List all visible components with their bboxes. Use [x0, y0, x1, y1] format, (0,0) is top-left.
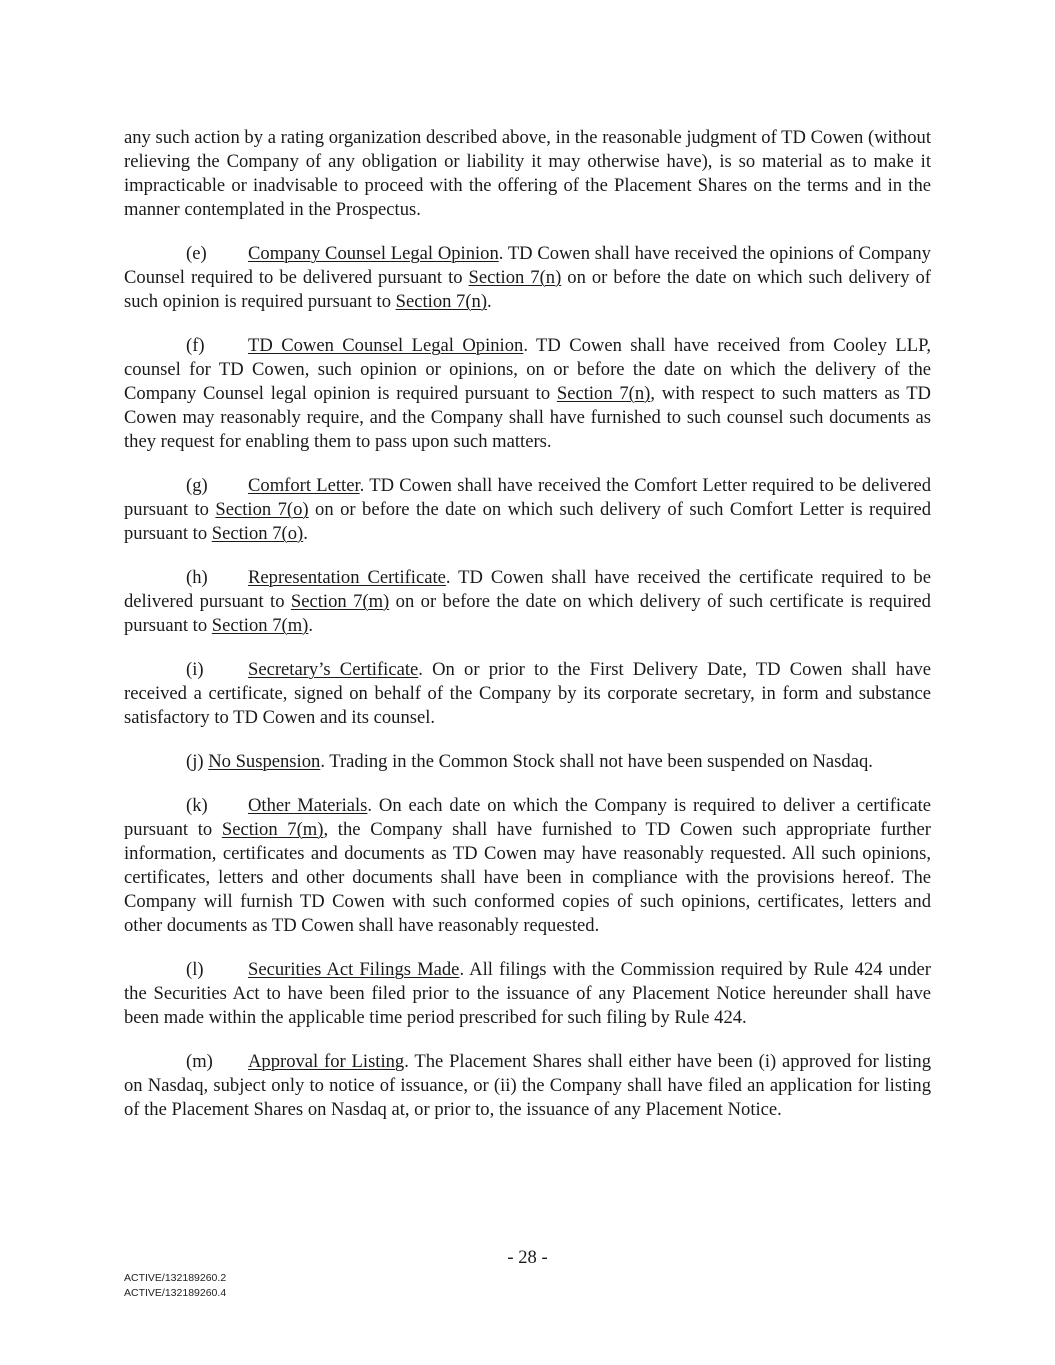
section-reference: Section 7(n) — [395, 291, 488, 312]
clause-label: (i) — [186, 659, 204, 680]
paragraph-l — [124, 958, 931, 1030]
clause-text: . The Placement Shares shall either have been (i) approved for listing on Nasdaq, subject only to notice of issuance, or (ii) the Company shall have filed an application for listing of the Placement Shares on Nasdaq at, or prior to, the issuance of any Placement Notice. — [124, 1051, 932, 1120]
section-reference: Section 7(m) — [290, 591, 390, 612]
section-reference: Section 7(m) — [211, 615, 309, 636]
clause-text: . Trading in the Common Stock shall not have been suspended on Nasdaq. — [320, 751, 873, 772]
clause-label: (k) — [186, 795, 208, 816]
clause-heading: Company Counsel Legal Opinion — [248, 243, 499, 264]
clause-text: . TD Cowen shall have received from Cooley LLP, counsel for TD Cowen, such opinion or opinions, on or before the date on which the delivery of the Company Counsel legal opinion is required pursuant to — [124, 335, 932, 404]
clause-label: (h) — [186, 567, 208, 588]
page-number: - 28 - — [507, 1247, 548, 1268]
clause-text: . — [487, 291, 492, 312]
clause-label: (e) — [186, 243, 207, 264]
clause-text: . TD Cowen shall have received the certificate required to be delivered pursuant to — [124, 567, 931, 612]
clause-text: . All filings with the Commission required by Rule 424 under the Securities Act to have been filed prior to the issuance of any Placement Notice hereunder shall have been made within the applicable time period prescribed for such filing by Rule 424. — [124, 959, 931, 1028]
section-reference: Section 7(o) — [215, 499, 309, 520]
clause-heading: No Suspension — [208, 751, 321, 772]
clause-text: . TD Cowen shall have received the Comfort Letter required to be delivered pursuant to — [124, 475, 931, 520]
paragraph-e — [124, 242, 931, 314]
section-reference: Section 7(o) — [211, 523, 304, 544]
clause-heading: Securities Act Filings Made — [248, 959, 460, 980]
paragraph-i — [124, 658, 931, 730]
document-identifiers — [124, 1271, 226, 1301]
clause-text: . — [308, 615, 314, 636]
clause-heading: Approval for Listing — [248, 1051, 405, 1072]
paragraph-k — [124, 794, 931, 938]
clause-text: . On each date on which the Company is required to deliver a certificate pursuant to — [124, 795, 931, 840]
doc-id: ACTIVE/132189260.4 — [124, 1287, 227, 1299]
intro-text: any such action by a rating organization described above, in the reasonable judgment of TD Cowen (without relieving the Company of any obligation or liability it may otherwise have), is so material as to make it impracticable or inadvisable to proceed with the offering of the Placement Shares on the terms and in the manner contemplated in the Prospectus. — [124, 127, 931, 220]
clause-heading: Other Materials — [248, 795, 368, 816]
clause-text: . TD Cowen shall have received the opinions of Company Counsel required to be delivered pursuant to — [124, 243, 931, 288]
section-reference: Section 7(n) — [468, 267, 562, 288]
clause-text: , with respect to such matters as TD Cowen may reasonably require, and the Company shall have furnished to such counsel such documents as they request for enabling them to pass upon such matters. — [124, 383, 931, 452]
clause-label: (m) — [186, 1051, 213, 1072]
paragraph-m — [124, 1050, 931, 1122]
clause-text: on or before the date on which such delivery of such Comfort Letter is required pursuant to — [124, 499, 931, 544]
paragraph-h — [124, 566, 931, 638]
clause-label: (j) — [186, 751, 204, 772]
clause-label: (g) — [186, 475, 208, 496]
section-reference: Section 7(m) — [221, 819, 324, 840]
clause-text: . — [303, 523, 308, 544]
clause-text: . On or prior to the First Delivery Date, TD Cowen shall have received a certificate, signed on behalf of the Company by its corporate secretary, in form and substance satisfactory to TD Cowen and its counsel. — [124, 659, 931, 728]
doc-id: ACTIVE/132189260.2 — [124, 1272, 227, 1284]
paragraph-intro — [124, 126, 931, 222]
clause-heading: Representation Certificate — [248, 567, 446, 588]
clause-heading: Comfort Letter — [248, 475, 360, 496]
clause-heading: TD Cowen Counsel Legal Opinion — [248, 335, 524, 356]
paragraph-f — [124, 334, 931, 454]
document-body — [124, 126, 931, 1142]
paragraph-j — [124, 750, 931, 774]
clause-text: on or before the date on which such delivery of such opinion is required pursuant to — [124, 267, 931, 312]
clause-text: , the Company shall have furnished to TD Cowen such appropriate further information, certificates and documents as TD Cowen may have reasonably requested. All such opinions, certificates, letters and other documents shall have been in compliance with the provisions hereof. The Company will furnish TD Cowen with such conformed copies of such opinions, certificates, letters and other documents as TD Cowen shall have reasonably requested. — [124, 819, 931, 936]
paragraph-g — [124, 474, 931, 546]
section-reference: Section 7(n) — [556, 383, 651, 404]
clause-label: (l) — [186, 959, 204, 980]
clause-text: on or before the date on which delivery of such certificate is required pursuant to — [124, 591, 931, 636]
clause-label: (f) — [186, 335, 205, 356]
clause-heading: Secretary’s Certificate — [248, 659, 419, 680]
